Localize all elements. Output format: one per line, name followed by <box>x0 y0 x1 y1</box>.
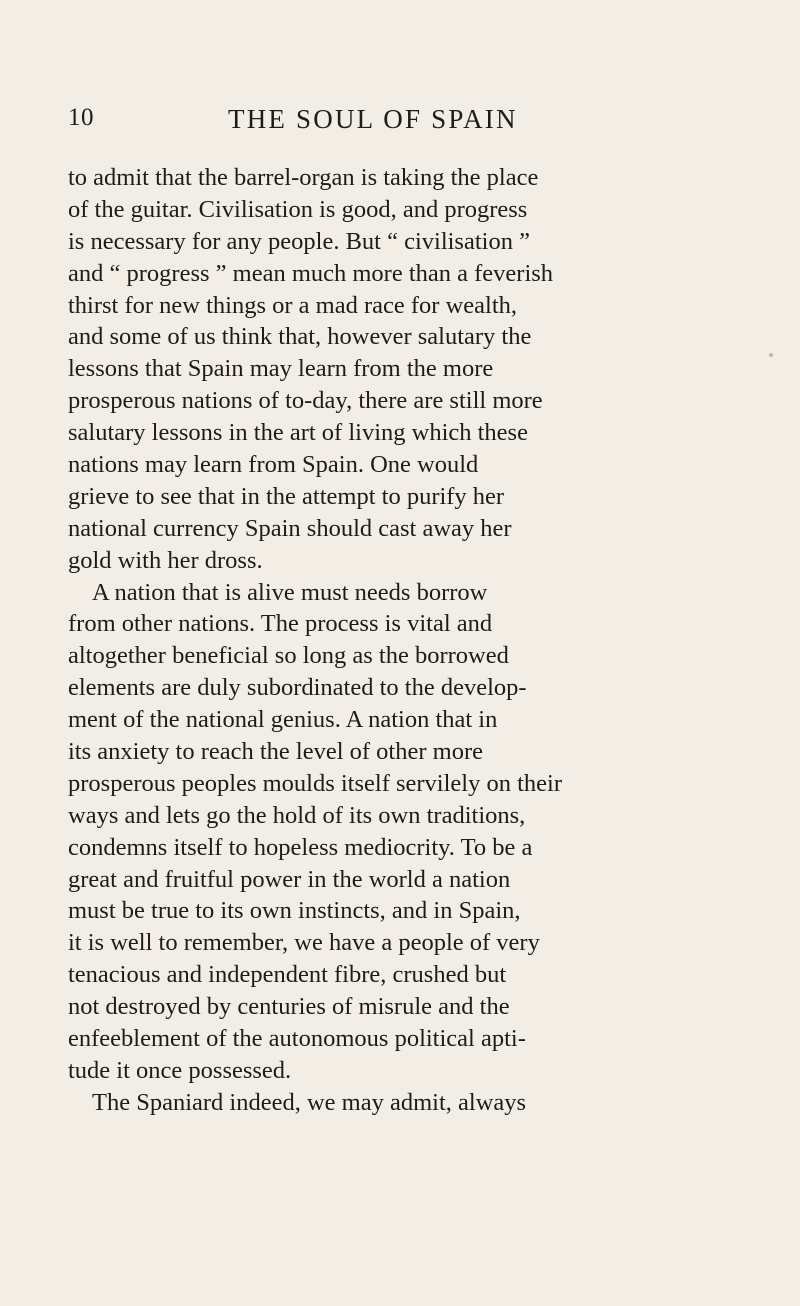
text-line: it is well to remember, we have a people of very <box>68 929 540 957</box>
paper-speck <box>769 353 773 357</box>
paragraph-start-line: The Spaniard indeed, we may admit, always <box>92 1088 527 1116</box>
paragraph-start-line: A nation that is alive must needs borrow <box>92 578 488 606</box>
text-line: tude it once possessed. <box>68 1056 292 1084</box>
text-line: condemns itself to hopeless mediocrity. To be a <box>68 833 533 861</box>
text-line: and “ progress ” mean much more than a feverish <box>68 259 554 287</box>
text-line: altogether beneficial so long as the borrowed <box>68 642 509 670</box>
text-line: ment of the national genius. A nation that in <box>68 706 498 734</box>
text-line: and some of us think that, however salutary the <box>68 323 532 351</box>
text-line: prosperous peoples moulds itself servilely on their <box>68 769 562 797</box>
text-line: salutary lessons in the art of living which these <box>68 419 528 447</box>
page-header <box>68 104 732 140</box>
text-line: its anxiety to reach the level of other more <box>68 738 483 766</box>
text-line: is necessary for any people. But “ civilisation ” <box>68 227 530 255</box>
text-line: great and fruitful power in the world a nation <box>68 865 511 893</box>
text-line: prosperous nations of to-day, there are still more <box>68 387 543 415</box>
text-line: of the guitar. Civilisation is good, and progress <box>68 195 528 223</box>
text-line: ways and lets go the hold of its own traditions, <box>68 801 526 829</box>
text-line: must be true to its own instincts, and in Spain, <box>68 897 521 925</box>
text-line: lessons that Spain may learn from the more <box>68 355 494 383</box>
text-line: elements are duly subordinated to the develop- <box>68 674 527 702</box>
text-line: from other nations. The process is vital and <box>68 610 493 638</box>
text-line: national currency Spain should cast away her <box>68 514 512 542</box>
text-line: tenacious and independent fibre, crushed but <box>68 961 507 989</box>
text-line: to admit that the barrel-organ is taking the place <box>68 164 539 191</box>
body-text <box>68 162 736 1119</box>
running-title: THE SOUL OF SPAIN <box>228 104 518 134</box>
page-number: 10 <box>68 104 94 131</box>
text-line: thirst for new things or a mad race for wealth, <box>68 291 518 319</box>
text-line: enfeeblement of the autonomous political apti- <box>68 1025 526 1053</box>
text-line: grieve to see that in the attempt to purify her <box>68 482 505 510</box>
text-line: nations may learn from Spain. One would <box>68 451 479 479</box>
text-line: gold with her dross. <box>68 546 263 574</box>
text-line: not destroyed by centuries of misrule and the <box>68 993 510 1021</box>
